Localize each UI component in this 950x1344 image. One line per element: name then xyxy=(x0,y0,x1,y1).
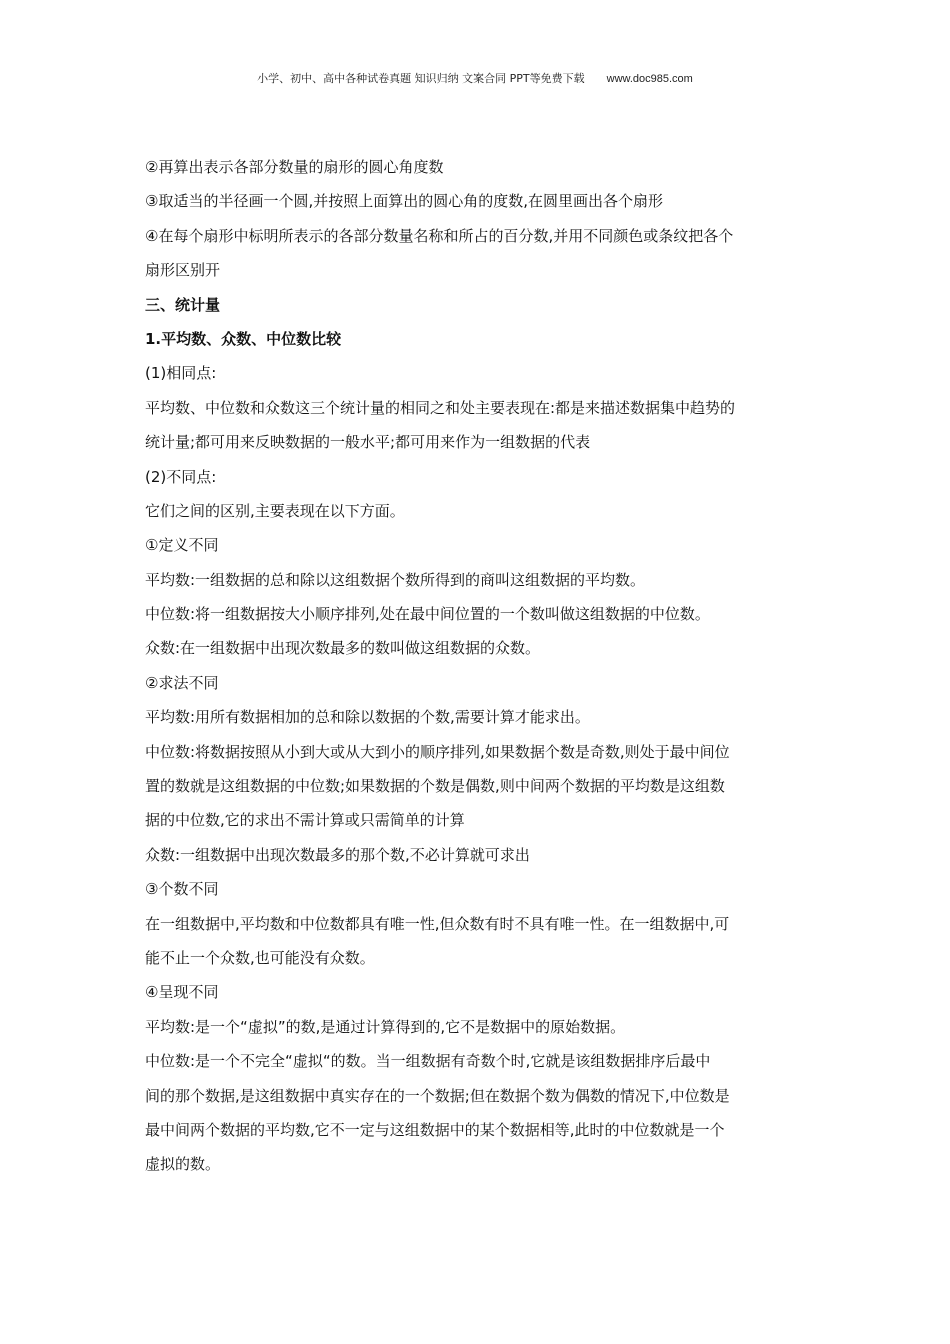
presentation-heading: ④呈现不同 xyxy=(145,983,219,1002)
method-mode: 众数:一组数据中出现次数最多的那个数,不必计算就可求出 xyxy=(145,845,530,864)
step-4-text-cont: 扇形区别开 xyxy=(145,261,221,280)
count-text: 在一组数据中,平均数和中位数都具有唯一性,但众数有时不具有唯一性。在一组数据中,可 xyxy=(145,914,730,933)
definition-heading: ①定义不同 xyxy=(145,536,219,555)
method-mean: 平均数:用所有数据相加的总和除以数据的个数,需要计算才能求出。 xyxy=(145,708,590,727)
presentation-median-cont-2: 最中间两个数据的平均数,它不一定与这组数据中的某个数据相等,此时的中位数就是一个 xyxy=(145,1120,725,1139)
count-text-cont: 能不止一个众数,也可能没有众数。 xyxy=(145,948,375,967)
count-heading: ③个数不同 xyxy=(145,880,219,899)
step-3-text: ③取适当的半径画一个圆,并按照上面算出的圆心角的度数,在圆里画出各个扇形 xyxy=(145,192,663,211)
header-title: 小学、初中、高中各种试卷真题 知识归纳 文案合同 PPT等免费下载 xyxy=(257,72,585,85)
section-heading: 三、统计量 xyxy=(145,295,221,314)
similarities-text: 平均数、中位数和众数这三个统计量的相同之和处主要表现在:都是来描述数据集中趋势的 xyxy=(145,398,736,417)
method-median-cont: 置的数就是这组数据的中位数;如果数据的个数是偶数,则中间两个数据的平均数是这组数 xyxy=(145,777,725,796)
presentation-median-cont-3: 虚拟的数。 xyxy=(145,1155,221,1174)
step-4-text: ④在每个扇形中标明所表示的各部分数量名称和所占的百分数,并用不同颜色或条纹把各个 xyxy=(145,226,734,245)
method-median-cont-2: 据的中位数,它的求出不需计算或只需简单的计算 xyxy=(145,811,465,830)
similarities-text-cont: 统计量;都可用来反映数据的一般水平;都可用来作为一组数据的代表 xyxy=(145,433,591,452)
method-heading: ②求法不同 xyxy=(145,673,219,692)
definition-mean: 平均数:一组数据的总和除以这组数据个数所得到的商叫这组数据的平均数。 xyxy=(145,570,646,589)
header-site-link[interactable]: www.doc985.com xyxy=(606,73,693,85)
step-2-text: ②再算出表示各部分数量的扇形的圆心角度数 xyxy=(145,158,444,176)
subsection-heading: 1.平均数、众数、中位数比较 xyxy=(145,329,342,348)
definition-median: 中位数:将一组数据按大小顺序排列,处在最中间位置的一个数叫做这组数据的中位数。 xyxy=(145,605,710,624)
presentation-median-cont: 间的那个数据,是这组数据中真实存在的一个数据;但在数据个数为偶数的情况下,中位数是 xyxy=(145,1086,730,1105)
page-header xyxy=(0,68,950,90)
presentation-median: 中位数:是一个不完全“虚拟“的数。当一组数据有奇数个时,它就是该组数据排序后最中 xyxy=(145,1052,711,1071)
definition-mode: 众数:在一组数据中出现次数最多的数叫做这组数据的众数。 xyxy=(145,639,541,658)
presentation-mean: 平均数:是一个“虚拟”的数,是通过计算得到的,它不是数据中的原始数据。 xyxy=(145,1017,626,1036)
differences-intro: 它们之间的区别,主要表现在以下方面。 xyxy=(145,501,405,520)
similarities-heading: (1)相同点: xyxy=(145,364,217,383)
differences-heading: (2)不同点: xyxy=(145,467,217,486)
method-median: 中位数:将数据按照从小到大或从大到小的顺序排列,如果数据个数是奇数,则处于最中间位 xyxy=(145,742,730,761)
document-body xyxy=(145,150,810,1182)
